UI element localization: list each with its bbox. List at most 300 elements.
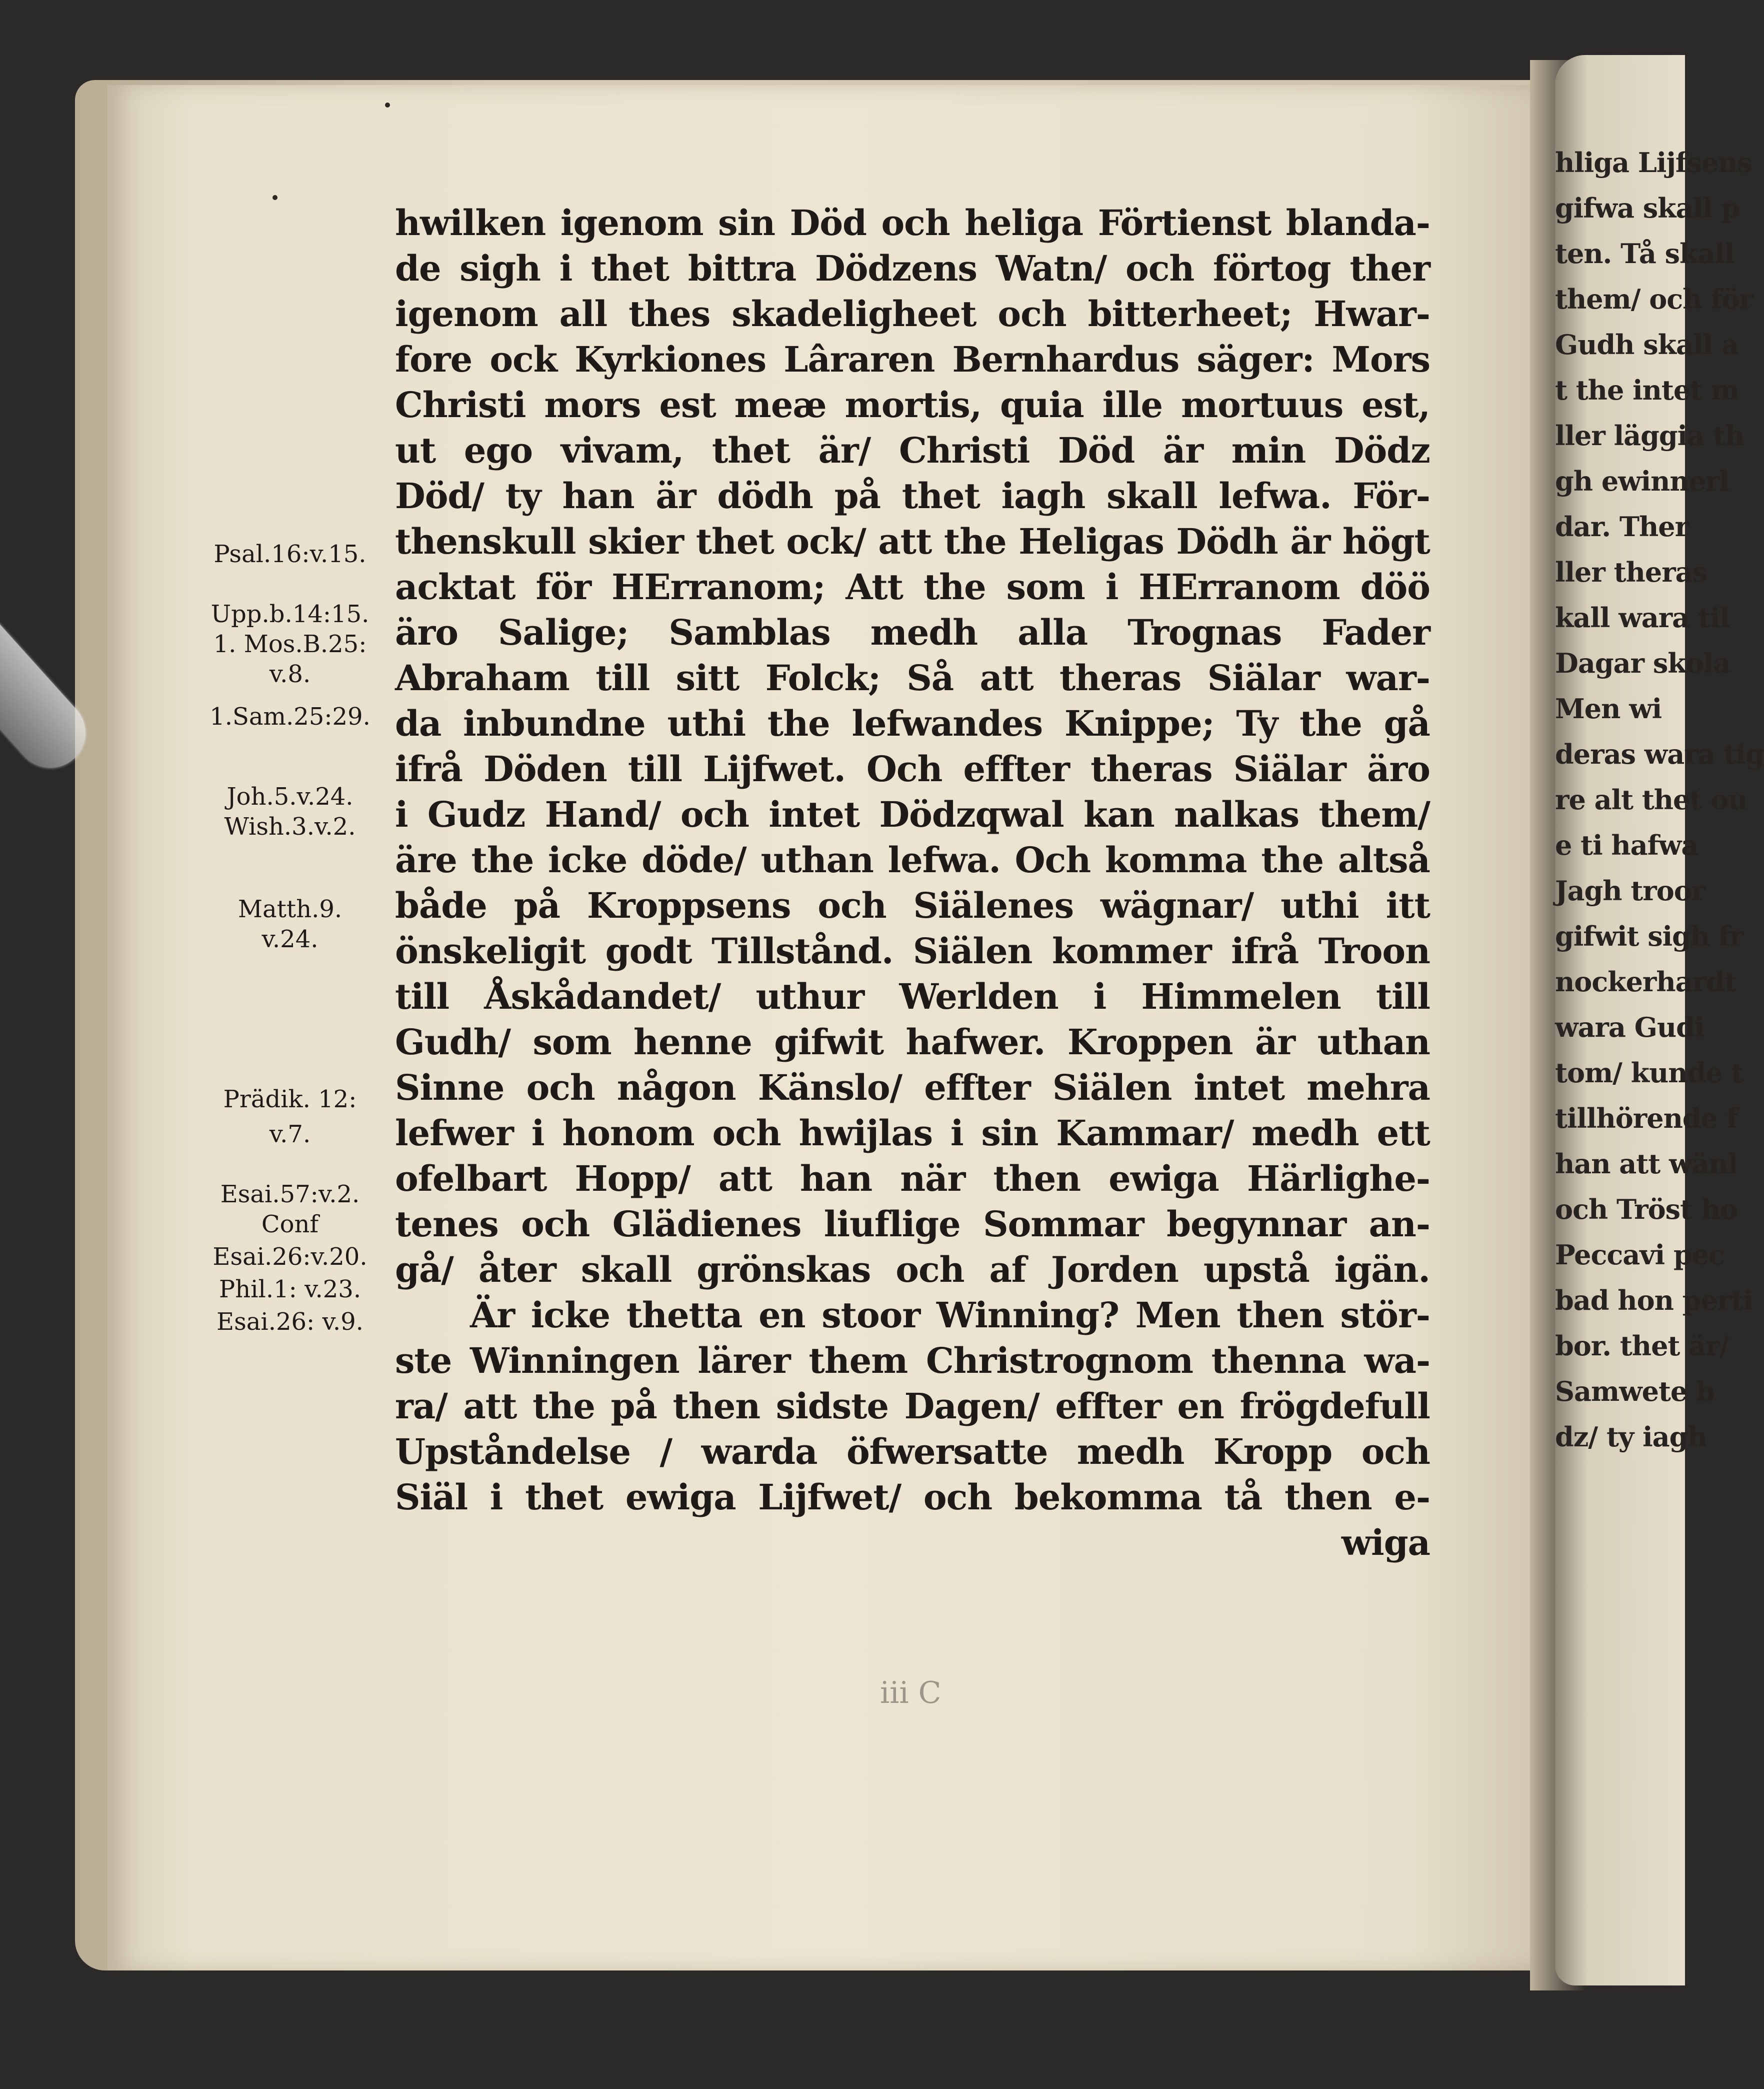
word: skier — [588, 521, 684, 562]
word: HErranom — [1138, 566, 1340, 608]
word: och — [923, 1476, 992, 1518]
word: äro — [1366, 748, 1430, 790]
text-line — [395, 291, 1430, 337]
next-page-line: gifwit sigh fr — [1555, 920, 1744, 952]
word: war- — [1346, 657, 1430, 699]
word: lefwa. — [888, 839, 1000, 881]
word: och — [1126, 248, 1194, 289]
word: i — [1093, 976, 1106, 1017]
word: blanda- — [1286, 202, 1430, 244]
word: ut — [395, 430, 436, 471]
next-page-line: gh ewinnerl — [1555, 465, 1730, 497]
word: någon — [616, 1067, 736, 1108]
word: är/ — [818, 430, 871, 471]
word: lefwa. — [1218, 475, 1332, 517]
text-line — [395, 701, 1430, 746]
word: thet — [712, 430, 790, 471]
word: är — [1162, 430, 1204, 471]
word: heliga — [964, 202, 1084, 244]
word: Lâraren — [784, 339, 935, 380]
word: för — [536, 566, 592, 608]
next-page-line: ten. Tå skall — [1555, 238, 1734, 270]
word: Sommar — [983, 1203, 1144, 1245]
word: Siälen — [1052, 1067, 1172, 1108]
word: är — [1254, 1021, 1296, 1063]
word: uthan — [1317, 1021, 1430, 1063]
text-line — [395, 473, 1430, 519]
word: Härlighe- — [1247, 1158, 1430, 1199]
word: åter — [478, 1249, 556, 1290]
word: effter — [963, 748, 1070, 790]
word: och — [881, 202, 950, 244]
word: tenes — [395, 1203, 498, 1245]
word: i — [559, 248, 572, 289]
marginal-reference: Prädik. 12: — [223, 1085, 357, 1113]
word: Samblas — [668, 612, 830, 653]
word: Tillstånd. — [712, 930, 894, 972]
marginal-reference: 1.Sam.25:29. — [210, 703, 370, 731]
word: kommer — [1052, 930, 1212, 972]
next-page-line: och Tröst ho — [1555, 1193, 1738, 1225]
word: igenom — [395, 293, 538, 335]
word: Kammar/ — [1056, 1112, 1234, 1154]
word: För- — [1352, 475, 1430, 517]
marginal-reference: v.24. — [262, 925, 318, 953]
word: Känslo/ — [758, 1067, 902, 1108]
word: honom — [562, 1112, 694, 1154]
word: Lijfwet. — [703, 748, 846, 790]
next-page-line: Jagh troor — [1555, 875, 1706, 907]
word: Dödh — [1176, 521, 1278, 562]
word: thenskull — [395, 521, 576, 562]
word: på — [610, 1385, 657, 1427]
word: Åskådandet/ — [484, 976, 721, 1017]
text-line — [395, 246, 1430, 291]
word: ewiga — [1108, 1158, 1219, 1199]
word: Himmelen — [1141, 976, 1341, 1017]
word: gå/ — [395, 1249, 454, 1290]
word: att — [980, 657, 1034, 699]
marginal-reference: Phil.1: v.23. — [218, 1275, 362, 1303]
text-line — [395, 792, 1430, 837]
marginal-reference: Upp.b.14:15. — [210, 600, 370, 628]
text-line — [395, 564, 1430, 610]
word: skall — [1106, 475, 1198, 517]
word: an- — [1368, 1203, 1430, 1245]
next-page-line: wara Gudi — [1555, 1011, 1704, 1043]
text-line — [395, 1292, 1430, 1338]
word: Dödzens — [815, 248, 977, 289]
word: Är — [470, 1294, 515, 1336]
text-line — [395, 746, 1430, 792]
word: grönskas — [696, 1249, 871, 1290]
text-line — [395, 1156, 1430, 1201]
next-page-line: ller theras — [1555, 556, 1708, 588]
word: intet — [768, 794, 860, 835]
word: hafwer. — [906, 1021, 1046, 1063]
next-page-line: Samwete b — [1555, 1375, 1714, 1407]
next-page-line: t the intet m — [1555, 374, 1740, 406]
word: medh — [1076, 1431, 1184, 1472]
word: ifrå — [1231, 930, 1299, 972]
word: the — [923, 566, 986, 608]
word: bitterheet; — [1088, 293, 1292, 335]
word: them — [808, 1340, 908, 1381]
word: tå — [1224, 1476, 1262, 1518]
next-page-line: nockerhardt — [1555, 966, 1736, 998]
word: Christi — [898, 430, 1030, 471]
word: en — [758, 1294, 806, 1336]
word: ewiga — [625, 1476, 736, 1518]
word: thet — [591, 248, 670, 289]
word: HErranom; — [612, 566, 826, 608]
next-page-line: Peccavi pec — [1555, 1239, 1724, 1271]
word: all — [559, 293, 608, 335]
word: skall — [580, 1249, 672, 1290]
word: Kyrkiones — [574, 339, 766, 380]
word: Att — [846, 566, 903, 608]
text-line — [395, 382, 1430, 428]
marginal-reference: Conf — [261, 1210, 319, 1238]
word: vivam, — [560, 430, 684, 471]
word: lefwer — [395, 1112, 514, 1154]
word: bittra — [688, 248, 796, 289]
text-line — [395, 337, 1430, 382]
word: godt — [605, 930, 692, 972]
word: the — [1300, 703, 1362, 744]
word: thes — [628, 293, 710, 335]
text-line — [395, 519, 1430, 564]
text-line — [395, 1110, 1430, 1156]
word: som — [532, 1021, 612, 1063]
word: wägnar/ — [1100, 885, 1254, 926]
word: Lijfwet/ — [758, 1476, 902, 1518]
marginal-reference: v.7. — [269, 1120, 311, 1148]
word: äro — [395, 612, 458, 653]
word: the — [944, 521, 1006, 562]
word: Och — [1014, 839, 1091, 881]
next-page-line: Gudh skall a — [1555, 329, 1738, 361]
word: till — [628, 748, 682, 790]
word: quia — [1000, 384, 1084, 426]
next-page-line: dz/ ty iagh — [1555, 1421, 1707, 1453]
word: Glädienes — [612, 1203, 802, 1245]
word: Werlden — [899, 976, 1058, 1017]
word: önskeligit — [395, 930, 586, 972]
word: then — [1236, 1294, 1324, 1336]
word: hwilken — [395, 202, 546, 244]
word: dödh — [717, 475, 813, 517]
word: förtog — [1212, 248, 1331, 289]
word: gå — [1384, 703, 1430, 744]
next-page-line: bad hon perti — [1555, 1284, 1753, 1316]
word: itt — [1386, 885, 1430, 926]
marginal-reference: Wish.3.v.2. — [224, 813, 356, 841]
word: / — [660, 1431, 672, 1472]
word: medh — [870, 612, 978, 653]
word: est, — [1362, 384, 1430, 426]
word: Siälar — [1233, 748, 1346, 790]
text-line — [395, 200, 1430, 246]
main-text-block — [395, 200, 1430, 1565]
word: thet — [525, 1476, 604, 1518]
word: the — [1261, 839, 1324, 881]
next-page-line: han att wänl — [1555, 1148, 1738, 1180]
word: lefwandes — [852, 703, 1043, 744]
word: Christi — [395, 384, 526, 426]
word: altså — [1338, 839, 1430, 881]
word: Jorden — [1050, 1249, 1178, 1290]
word: intet — [1194, 1067, 1285, 1108]
word: theras — [1090, 748, 1212, 790]
marginal-reference: Psal.16:v.15. — [214, 540, 366, 568]
word: ra/ — [395, 1385, 448, 1427]
word: att — [878, 521, 932, 562]
word: mehra — [1306, 1067, 1430, 1108]
word: komma — [1104, 839, 1247, 881]
word: thet — [696, 521, 774, 562]
next-page-line: tillhörende f — [1555, 1102, 1738, 1134]
word: Dödzqwal — [879, 794, 1064, 835]
word: medh — [1252, 1112, 1359, 1154]
text-line — [395, 1247, 1430, 1292]
next-page-line: kall wara til — [1555, 602, 1730, 634]
word: att — [463, 1385, 517, 1427]
word: Och — [866, 748, 942, 790]
word: säger: — [1196, 339, 1314, 380]
word: iagh — [1001, 475, 1086, 517]
word: ofelbart — [395, 1158, 547, 1199]
text-line — [395, 428, 1430, 473]
word: Ty — [1236, 703, 1278, 744]
next-page-line: ller läggia th — [1555, 420, 1744, 452]
word: Död — [1058, 430, 1135, 471]
word: ett — [1376, 1112, 1430, 1154]
word: när — [900, 1158, 966, 1199]
word: som — [1006, 566, 1085, 608]
word: sin — [718, 202, 776, 244]
word: gifwit — [774, 1021, 884, 1063]
word: i — [531, 1112, 544, 1154]
word: upstå — [1203, 1249, 1310, 1290]
word: till — [1376, 976, 1430, 1017]
marginal-reference: v.8. — [269, 660, 311, 688]
word: i — [1105, 566, 1118, 608]
word: thet — [902, 475, 980, 517]
next-page-text — [1555, 140, 1764, 1740]
text-line — [395, 1201, 1430, 1247]
word: uthi — [667, 703, 746, 744]
word: döde/ — [642, 839, 746, 881]
word: uthi — [1280, 885, 1359, 926]
word: Kroppen — [1067, 1021, 1233, 1063]
word: Död — [790, 202, 866, 244]
word: frögdefull — [1240, 1385, 1430, 1427]
word: Dagen/ — [904, 1385, 1040, 1427]
text-line — [395, 1338, 1430, 1383]
word: henne — [634, 1021, 752, 1063]
word: mortuus — [1181, 384, 1344, 426]
word: stör- — [1340, 1294, 1430, 1336]
word: i — [395, 794, 408, 835]
text-line — [395, 655, 1430, 701]
word: Siälenes — [913, 885, 1074, 926]
word: högt — [1342, 521, 1430, 562]
text-line — [395, 974, 1430, 1019]
word: igän. — [1334, 1249, 1430, 1290]
word: effter — [924, 1067, 1030, 1108]
next-page-line: Dagar skola — [1555, 647, 1730, 679]
text-line — [395, 883, 1430, 928]
word: Hopp/ — [574, 1158, 690, 1199]
word: i — [490, 1476, 503, 1518]
word: döö — [1360, 566, 1430, 608]
text-line — [395, 1520, 1430, 1565]
word: Kropp — [1213, 1431, 1332, 1472]
text-line — [395, 1474, 1430, 1520]
word: min — [1231, 430, 1306, 471]
word: Winning? — [936, 1294, 1120, 1336]
word: them/ — [1318, 794, 1430, 835]
word: både — [395, 885, 487, 926]
word: är — [1290, 521, 1330, 562]
word: sigh — [460, 248, 541, 289]
word: Död/ — [395, 475, 484, 517]
word: ock — [490, 339, 558, 380]
word: Gudh/ — [395, 1021, 511, 1063]
next-page-line: re alt thet ou — [1555, 784, 1748, 816]
word: thetta — [626, 1294, 742, 1336]
word: lärer — [698, 1340, 790, 1381]
next-page-line: tom/ kunde t — [1555, 1057, 1744, 1089]
word: ifrå — [395, 748, 462, 790]
word: wa- — [1364, 1340, 1430, 1381]
word: och — [896, 1249, 964, 1290]
word: stoor — [822, 1294, 920, 1336]
word: Hwar- — [1314, 293, 1430, 335]
word: Christrognom — [926, 1340, 1193, 1381]
text-line — [395, 1383, 1430, 1429]
word: thenna — [1211, 1340, 1346, 1381]
word: then — [1284, 1476, 1372, 1518]
word: och — [526, 1067, 595, 1108]
word: Abraham — [395, 657, 570, 699]
word: och — [712, 1112, 781, 1154]
word: Heligas — [1018, 521, 1164, 562]
text-line — [395, 1065, 1430, 1110]
word: öfwersatte — [846, 1431, 1048, 1472]
word: sitt — [676, 657, 740, 699]
signature-mark: iii C — [880, 1675, 942, 1710]
word: Siälen — [912, 930, 1032, 972]
word: af — [989, 1249, 1026, 1290]
next-page-line: deras wara tig — [1555, 738, 1764, 770]
word: fore — [395, 339, 472, 380]
word: och — [521, 1203, 590, 1245]
word: the — [471, 839, 534, 881]
word: then — [672, 1385, 760, 1427]
word: och — [998, 293, 1066, 335]
ink-dot — [272, 195, 278, 200]
marginal-reference: 1. Mos.B.25: — [213, 630, 367, 658]
word: sin — [981, 1112, 1038, 1154]
word: i — [950, 1112, 964, 1154]
word: skadeligheet — [732, 293, 976, 335]
word: Hand/ — [544, 794, 661, 835]
word: liuflige — [824, 1203, 960, 1245]
text-line — [395, 1019, 1430, 1065]
word: begynnar — [1166, 1203, 1346, 1245]
word: mortis, — [844, 384, 982, 426]
word: Siälar — [1207, 657, 1320, 699]
word: nalkas — [1174, 794, 1300, 835]
word: icke — [548, 839, 628, 881]
word: Förtienst — [1098, 202, 1272, 244]
word: till — [596, 657, 650, 699]
word: e- — [1394, 1476, 1430, 1518]
word: mors — [544, 384, 641, 426]
word: Så — [906, 657, 954, 699]
word: Men — [1135, 1294, 1220, 1336]
word: hwijlas — [798, 1112, 933, 1154]
word: Dödz — [1334, 430, 1430, 471]
word: och — [680, 794, 750, 835]
marginal-reference: Esai.26: v.9. — [216, 1308, 364, 1336]
next-page-line: dar. Ther — [1555, 511, 1689, 543]
next-page-line: gifwa skall p — [1555, 192, 1740, 224]
ink-dot — [385, 103, 390, 108]
word: wiga — [1341, 1522, 1430, 1563]
word: på — [514, 885, 560, 926]
word: acktat — [395, 566, 516, 608]
word: warda — [701, 1431, 818, 1472]
word: Salige; — [498, 612, 629, 653]
word: kan — [1084, 794, 1154, 835]
word: Sinne — [395, 1067, 504, 1108]
word: Gudz — [427, 794, 526, 835]
word: icke — [530, 1294, 610, 1336]
word: alla — [1018, 612, 1088, 653]
word: Upståndelse — [395, 1431, 631, 1472]
word: uthur — [756, 976, 864, 1017]
marginal-reference: Matth.9. — [238, 895, 342, 923]
next-page-line: e ti hafwa — [1555, 829, 1698, 861]
next-page-line: bor. thet är/ — [1555, 1330, 1729, 1362]
text-line — [395, 928, 1430, 974]
marginal-reference: Esai.57:v.2. — [220, 1180, 360, 1208]
word: Siäl — [395, 1476, 468, 1518]
word: Mors — [1332, 339, 1430, 380]
word: theras — [1059, 657, 1182, 699]
word: Döden — [484, 748, 607, 790]
word: på — [834, 475, 880, 517]
word: the — [532, 1385, 595, 1427]
word: Winningen — [470, 1340, 680, 1381]
word: han — [562, 475, 634, 517]
word: effter — [1055, 1385, 1162, 1427]
word: ther — [1350, 248, 1430, 289]
word: Kroppsens — [586, 885, 791, 926]
word: äre — [395, 839, 457, 881]
word: ste — [395, 1340, 452, 1381]
word: Troon — [1318, 930, 1430, 972]
text-line — [395, 610, 1430, 655]
word: ty — [505, 475, 541, 517]
word: est — [659, 384, 716, 426]
word: är — [656, 475, 696, 517]
marginal-reference: Esai.26:v.20. — [212, 1243, 368, 1271]
word: ille — [1102, 384, 1163, 426]
